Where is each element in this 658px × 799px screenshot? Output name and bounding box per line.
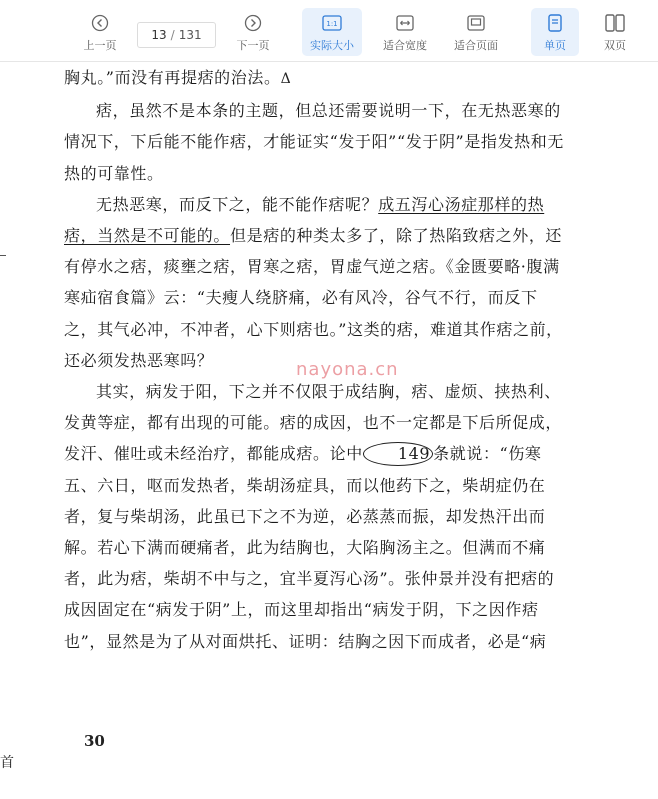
next-page-label: 下一页 [236,39,270,52]
total-pages: 131 [178,28,202,42]
fit-page-button[interactable] [446,8,506,56]
side-mark: 首 [0,755,14,771]
paragraph-2: 痞，虽然不是本条的主题，但总还需要说明一下，在无热恶寒的情况下，下后能不能作痞，才能证实“发于阳”“发于阴”是指发热和无热的可靠性。 [64,101,564,183]
underlined-text: 成五泻心汤症那样的热痞，当然是不可能的。 [64,194,545,246]
viewer-toolbar [0,0,658,62]
single-page-label: 单页 [544,39,566,52]
watermark: nayona.cn [296,359,399,380]
single-page-button[interactable] [531,8,579,56]
svg-text:1:1: 1:1 [326,20,338,28]
double-page-label: 双页 [604,39,626,52]
fit-page-icon [467,12,485,34]
fit-width-button[interactable] [375,8,435,56]
prev-page-label: 上一页 [83,39,117,52]
actual-size-button[interactable] [302,8,362,56]
chevron-left-icon [91,12,109,34]
double-page-icon [605,12,625,34]
fit-page-label: 适合页面 [454,39,498,52]
actual-size-icon [322,12,342,34]
page-separator: / [170,28,175,42]
triangle-mark: Δ [280,71,292,87]
paragraph-1: 胸丸。”而没有再提痞的治法。Δ [64,68,292,87]
double-page-button[interactable] [593,8,637,56]
actual-size-label: 实际大小 [310,39,354,52]
chevron-right-icon [244,12,262,34]
next-page-button[interactable] [233,8,273,56]
single-page-icon [547,12,563,34]
paragraph-3: 无热恶寒，而反下之，能不能作痞呢？成五泻心汤症那样的热痞，当然是不可能的。但是痞的种类太多了，除了热陷致痞之外，还有停水之痞，痰壅之痞，胃寒之痞，胃虚气逆之痞。《金匮要略·腹满寒疝宿食篇》云：“夫瘦人绕脐痛，必有风冷，谷气不行，而反下之，其气必冲，不冲者，心下则痞也。”这类的痞，难道其作痞之前，还必须发热恶寒吗？ [64,194,563,370]
page-indicator[interactable] [137,22,216,48]
fit-width-label: 适合宽度 [383,39,427,52]
page-number: 30 [84,732,105,750]
paragraph-4: 其实，病发于阳，下之并不仅限于成结胸，痞、虚烦、挟热利、发黄等症，都有出现的可能。痞的成因，也不一定都是下后所促成，发汗、催吐或未经治疗，都能成痞。论中 149 条就说：“伤寒五、六日，呕而发热者，柴胡汤症具，而以他药下之，柴胡症仍在者，复与柴胡汤，此虽已下之不为逆，必蒸蒸而振，却发热汗出而解。若心下满而硬痛者，此为结胸也，大陷胸汤主之。但满而不痛者，此为痞，柴胡不中与之，宜半夏泻心汤”。张仲景并没有把痞的成因固定在“病发于阴”上，而这里却指出“病发于阴，下之因作痞也”，显然是为了从对面烘托、证明：结胸之因下而成者，必是“病 [64,382,563,651]
fit-width-icon [396,12,414,34]
edge-tick [0,255,6,256]
current-page[interactable]: 13 [151,28,167,42]
document-page [0,62,658,799]
circled-number: 149 [363,442,433,466]
prev-page-button[interactable] [80,8,120,56]
